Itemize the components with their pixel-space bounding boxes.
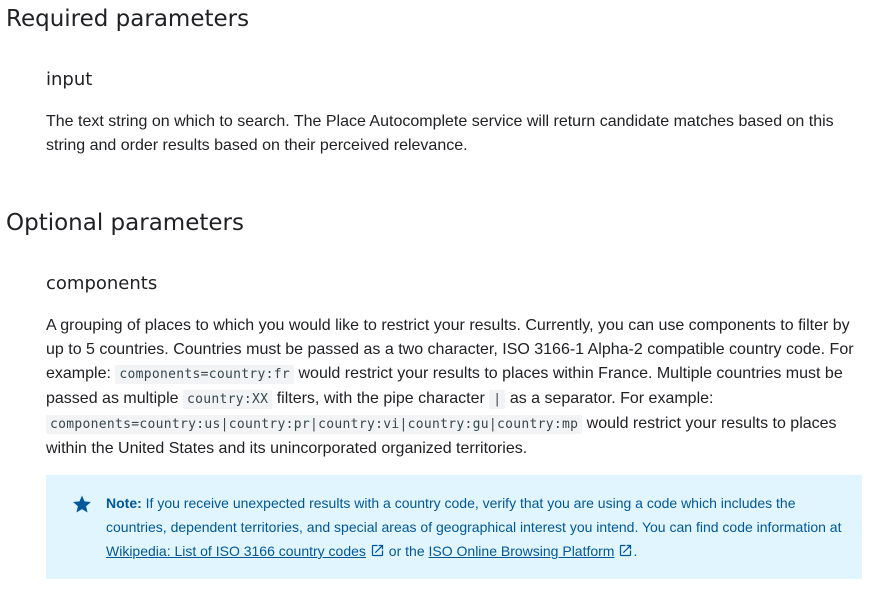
components-desc-part-5: would restrict your results to places within the United States and its unincorporated organized territories. (46, 415, 837, 457)
param-description-input: The text string on which to search. The Place Autocomplete service will return candidate matches based on this string and order results based on their perceived relevance. (46, 113, 834, 154)
note-label: Note: (106, 495, 142, 511)
note-text-part-1: If you receive unexpected results with a country code, verify that you are using a code which includes the countries, dependent territories, and special areas of geographical interest you intend. You can find code information at (106, 495, 842, 535)
note-text-part-3: . (633, 543, 638, 559)
components-desc-part-2: would restrict your results to places within France. Multiple countries must be passed as multiple (46, 365, 843, 407)
components-desc-part-1: A grouping of places to which you would like to restrict your results. Currently, you can use components to filter by up to 5 countries. Countries must be passed as a two character, ISO 3166-1 Alpha-2 compatible country code. For example: (46, 317, 854, 382)
code-pipe: | (489, 390, 505, 409)
param-name-input: input (46, 69, 93, 90)
param-name-components: components (46, 273, 158, 294)
components-desc-part-3: filters, with the pipe character (272, 390, 490, 407)
external-link-icon[interactable] (370, 543, 385, 558)
wikipedia-iso-3166-link[interactable]: Wikipedia: List of ISO 3166 country codes (106, 543, 366, 559)
param-description-components (46, 314, 864, 461)
iso-online-browsing-platform-link[interactable]: ISO Online Browsing Platform (428, 543, 615, 559)
note-text-part-2: or the (384, 543, 429, 559)
required-parameters-heading: Required parameters (6, 6, 250, 32)
note-box (46, 475, 862, 579)
note-text (106, 491, 846, 563)
optional-parameters-heading: Optional parameters (6, 210, 244, 236)
star-icon (72, 494, 92, 514)
code-country-fr: components=country:fr (115, 365, 294, 384)
code-multi-country: components=country:us|country:pr|country:vi|country:gu|country:mp (46, 415, 582, 434)
components-desc-part-4: as a separator. For example: (505, 390, 714, 407)
external-link-icon[interactable] (618, 543, 633, 558)
code-country-xx: country:XX (183, 390, 272, 409)
